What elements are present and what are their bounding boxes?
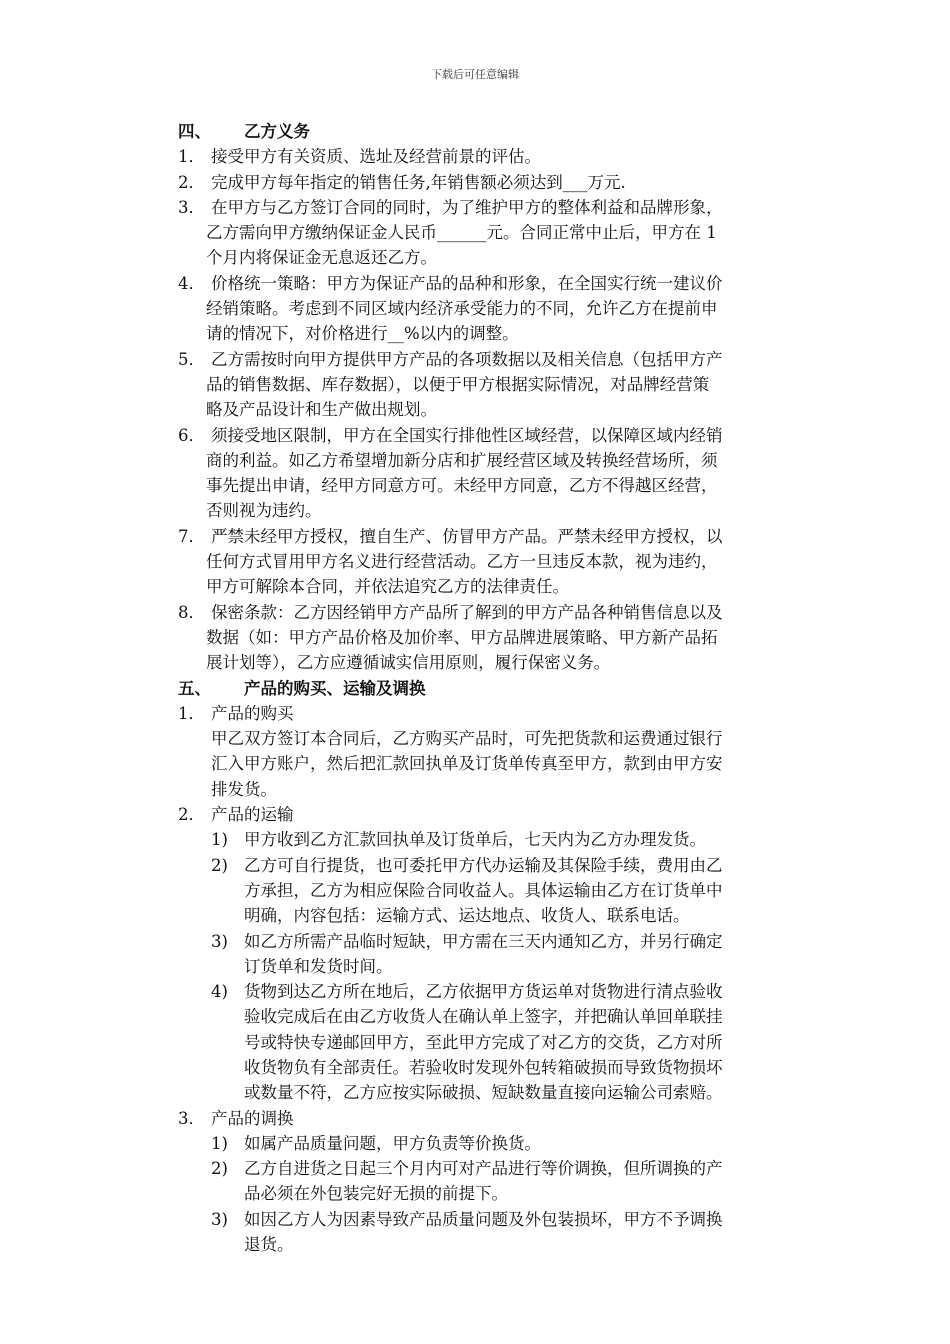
section-heading-5 — [178, 676, 810, 701]
sub-item-text-continued: 明确，内容包括：运输方式、运达地点、收货人、联系电话。 — [244, 906, 690, 926]
item-text: 须接受地区限制，甲方在全国实行排他性区域经营，以保障区域内经销 — [211, 425, 723, 445]
sub-item-number: 2) — [211, 855, 228, 875]
item-text: 在甲方与乙方签订合同的同时，为了维护甲方的整体利益和品牌形象， — [211, 197, 723, 217]
item-text-continued: 经销策略。考虑到不同区域内经济承受能力的不同，允许乙方在提前申 — [206, 299, 718, 319]
list-item — [178, 195, 810, 220]
sub-list-item — [178, 1207, 810, 1232]
item-number: 1． — [178, 147, 205, 167]
item-text: 保密条款：乙方因经销甲方产品所了解到的甲方产品各种销售信息以及 — [211, 602, 723, 622]
item-text-continued: 商的利益。如乙方希望增加新分店和扩展经营区域及转换经营场所，须 — [206, 450, 718, 470]
document-body — [178, 119, 810, 1257]
subsection-title: 产品的调换 — [211, 1108, 294, 1128]
sub-list-item — [178, 827, 810, 852]
item-text: 完成甲方每年指定的销售任务,年销售额必须达到___万元. — [211, 172, 626, 192]
sub-item-number: 2) — [211, 1159, 228, 1179]
item-text-continued: 展计划等），乙方应遵循诚实信用原则，履行保密义务。 — [206, 653, 611, 673]
sub-item-text-continued: 方承担，乙方为相应保险合同收益人。具体运输由乙方在订货单中 — [244, 880, 723, 900]
item-text-continued: 个月内将保证金无息返还乙方。 — [206, 248, 437, 268]
sub-item-number: 3) — [211, 931, 228, 951]
item-text: 严禁未经甲方授权，擅自生产、仿冒甲方产品。严禁未经甲方授权，以 — [211, 526, 723, 546]
item-number: 5． — [178, 349, 205, 369]
item-text-continued: 否则视为违约。 — [206, 501, 322, 521]
section-number: 四、 — [178, 122, 211, 141]
sub-item-text: 乙方可自行提货，也可委托甲方代办运输及其保险手续，费用由乙 — [244, 855, 723, 875]
sub-item-number: 3) — [211, 1209, 228, 1229]
item-number: 8． — [178, 602, 205, 622]
item-number: 7． — [178, 526, 205, 546]
item-number: 3． — [178, 197, 205, 217]
item-text-continued: 任何方式冒用甲方名义进行经营活动。乙方一旦违反本款，视为违约， — [206, 552, 718, 572]
sub-item-text-continued: 退货。 — [244, 1235, 294, 1255]
sub-item-text: 乙方自进货之日起三个月内可对产品进行等价调换，但所调换的产 — [244, 1159, 723, 1179]
list-item — [178, 600, 810, 625]
sub-item-text: 如乙方所需产品临时短缺，甲方需在三天内通知乙方，并另行确定 — [244, 931, 723, 951]
list-item — [178, 271, 810, 296]
section-title: 乙方义务 — [244, 122, 310, 141]
item-number: 2． — [178, 172, 205, 192]
sub-item-text-continued: 验收完成后在由乙方收货人在确认单上签字，并把确认单回单联挂 — [244, 1007, 723, 1027]
item-text-continued: 品的销售数据、库存数据），以便于甲方根据实际情况，对品牌经营策 — [206, 374, 710, 394]
item-text: 乙方需按时向甲方提供甲方产品的各项数据以及相关信息（包括甲方产 — [211, 349, 723, 369]
item-number: 4． — [178, 273, 205, 293]
sub-item-text: 货物到达乙方所在地后，乙方依据甲方货运单对货物进行清点验收 — [244, 982, 723, 1002]
item-number: 2． — [178, 805, 205, 825]
sub-item-number: 4) — [211, 982, 228, 1002]
sub-item-text-continued: 品必须在外包装完好无损的前提下。 — [244, 1184, 508, 1204]
list-item — [178, 144, 810, 169]
item-text-continued: 甲方可解除本合同，并依法追究乙方的法律责任。 — [206, 577, 569, 597]
sub-item-number: 1) — [211, 1133, 228, 1153]
subsection-title: 产品的购买 — [211, 703, 294, 723]
subsection-heading — [178, 701, 810, 726]
item-number: 3． — [178, 1108, 205, 1128]
sub-item-text: 甲方收到乙方汇款回执单及订货单后，七天内为乙方办理发货。 — [244, 830, 706, 850]
list-item — [178, 347, 810, 372]
paragraph-text: 排发货。 — [211, 779, 277, 799]
sub-list-item — [178, 979, 810, 1004]
subsection-heading — [178, 1106, 810, 1131]
list-item — [178, 524, 810, 549]
section-title: 产品的购买、运输及调换 — [244, 678, 426, 698]
sub-list-item — [178, 929, 810, 954]
item-text-continued: 事先提出申请，经甲方同意方可。未经甲方同意，乙方不得越区经营， — [206, 476, 718, 496]
subsection-heading — [178, 802, 810, 827]
sub-item-text-continued: 订货单和发货时间。 — [244, 956, 393, 976]
item-text-continued: 请的情况下，对价格进行__%以内的调整。 — [206, 324, 519, 344]
paragraph-text: 汇入甲方账户，然后把汇款回执单及订货单传真至甲方，款到由甲方安 — [211, 754, 723, 774]
item-text-continued: 数据（如：甲方产品价格及加价率、甲方品牌进展策略、甲方新产品拓 — [206, 627, 718, 647]
section-heading-4 — [178, 119, 810, 144]
item-number: 6． — [178, 425, 205, 445]
sub-list-item — [178, 1156, 810, 1181]
sub-item-text-continued: 收货物负有全部责任。若验收时发现外包转箱破损而导致货物损坏 — [244, 1057, 723, 1077]
sub-item-text-continued: 或数量不符，乙方应按实际破损、短缺数量直接向运输公司索赔。 — [244, 1083, 723, 1103]
sub-item-number: 1) — [211, 830, 228, 850]
sub-list-item — [178, 853, 810, 878]
section-number: 五、 — [178, 678, 211, 698]
sub-list-item — [178, 1131, 810, 1156]
sub-item-text-continued: 号或特快专递邮回甲方，至此甲方完成了对乙方的交货，乙方对所 — [244, 1032, 723, 1052]
item-text: 价格统一策略：甲方为保证产品的品种和形象，在全国实行统一建议价 — [211, 273, 723, 293]
item-text-continued: 乙方需向甲方缴纳保证金人民币______元。合同正常中止后，甲方在 1 — [206, 223, 717, 243]
subsection-title: 产品的运输 — [211, 805, 294, 825]
sub-item-text: 如因乙方人为因素导致产品质量问题及外包装损坏，甲方不予调换 — [244, 1209, 723, 1229]
item-text-continued: 略及产品设计和生产做出规划。 — [206, 400, 437, 420]
paragraph-text: 甲乙双方签订本合同后，乙方购买产品时，可先把货款和运费通过银行 — [211, 729, 723, 749]
list-item — [178, 423, 810, 448]
item-number: 1． — [178, 703, 205, 723]
list-item — [178, 170, 810, 195]
page-header: 下载后可任意编辑 — [431, 68, 519, 81]
item-text: 接受甲方有关资质、选址及经营前景的评估。 — [211, 147, 541, 167]
sub-item-text: 如属产品质量问题，甲方负责等价换货。 — [244, 1133, 541, 1153]
